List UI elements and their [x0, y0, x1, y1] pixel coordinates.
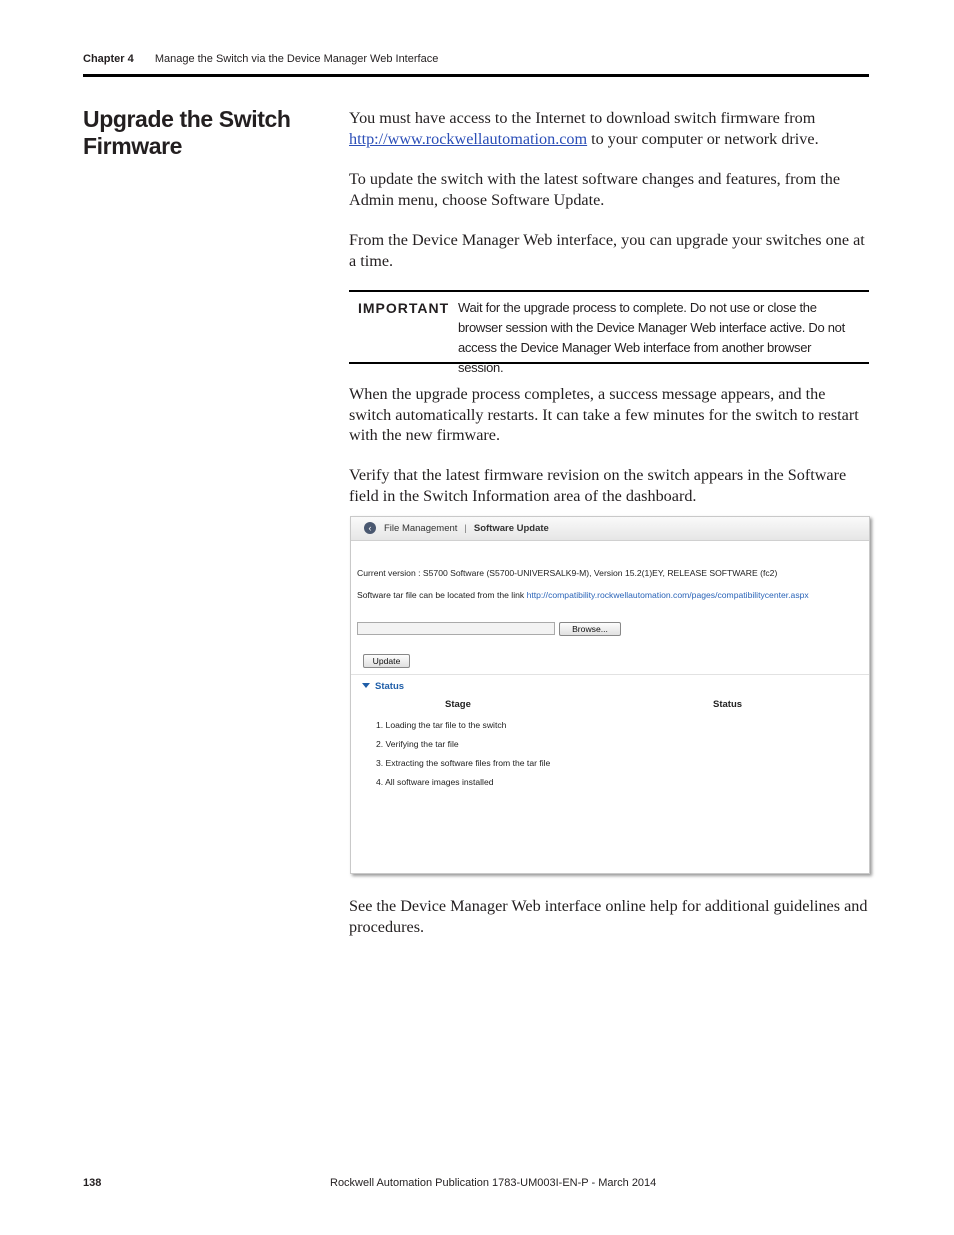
status-column-header: Status [713, 699, 743, 710]
chapter-title: Manage the Switch via the Device Manager Web Interface [154, 53, 439, 65]
divider [351, 674, 869, 675]
file-path-input[interactable] [357, 622, 555, 635]
p1-text-after: to your computer or network drive. [587, 129, 819, 148]
page-number: 138 [83, 1177, 102, 1189]
compatibility-link[interactable]: http://compatibility.rockwellautomation.com/pages/compatibilitycenter.aspx [526, 590, 809, 600]
paragraph-internet-access [349, 108, 869, 149]
breadcrumb-software-update: Software Update [473, 523, 549, 534]
paragraph-upgrade-complete: When the upgrade process completes, a success message appears, and the switch automatically restarts. It can take a few minutes for the switch to restart with the new firmware. [349, 385, 859, 444]
stage-item: 4. All software images installed [376, 777, 494, 787]
breadcrumb [384, 523, 549, 534]
breadcrumb-bar [351, 517, 869, 541]
stage-item: 2. Verifying the tar file [376, 739, 459, 749]
important-label: IMPORTANT [358, 300, 450, 316]
paragraph-one-at-a-time: From the Device Manager Web interface, you can upgrade your switches one at a time. [349, 231, 865, 270]
update-button[interactable]: Update [363, 654, 410, 668]
paragraph-verify-revision: Verify that the latest firmware revision on the switch appears in the Software field in the Switch Information area of the dashboard. [349, 466, 847, 505]
important-box [349, 290, 869, 375]
paragraph-update-instructions: To update the switch with the latest software changes and features, from the Admin menu, choose Software Update. [349, 170, 841, 209]
running-header [83, 53, 438, 65]
software-update-screenshot [350, 516, 870, 874]
tar-file-location [357, 590, 809, 600]
collapse-triangle-icon [362, 683, 370, 688]
p1-text: You must have access to the Internet to download switch firmware from [349, 109, 816, 127]
browse-button[interactable]: Browse... [559, 622, 621, 636]
stage-column-header: Stage [445, 699, 471, 710]
current-version-text: Current version : S5700 Software (S5700-UNIVERSALK9-M), Version 15.2(1)EY, RELEASE SOFTWARE (fc2) [357, 568, 778, 578]
status-section-toggle[interactable] [362, 681, 404, 692]
back-arrow-icon[interactable]: ‹ [364, 522, 376, 534]
header-rule [83, 74, 869, 77]
status-heading: Status [375, 681, 405, 692]
important-text: Wait for the upgrade process to complete. Do not use or close the browser session with the Device Manager Web interface active. Do not access the Device Manager Web interface from another browser session. [458, 300, 845, 375]
tar-file-text: Software tar file can be located from the link [357, 590, 527, 600]
breadcrumb-separator: | [464, 523, 467, 534]
breadcrumb-file-management[interactable]: File Management [384, 523, 458, 534]
stage-item: 1. Loading the tar file to the switch [376, 720, 507, 730]
publication-info: Rockwell Automation Publication 1783-UM003I-EN-P - March 2014 [330, 1177, 657, 1189]
rockwell-link[interactable]: http://www.rockwellautomation.com [349, 129, 588, 148]
paragraph-online-help: See the Device Manager Web interface online help for additional guidelines and procedures. [349, 897, 868, 936]
stage-item: 3. Extracting the software files from the tar file [376, 758, 551, 768]
section-title: Upgrade the Switch Firmware [83, 106, 291, 159]
chapter-label: Chapter 4 [83, 53, 134, 65]
